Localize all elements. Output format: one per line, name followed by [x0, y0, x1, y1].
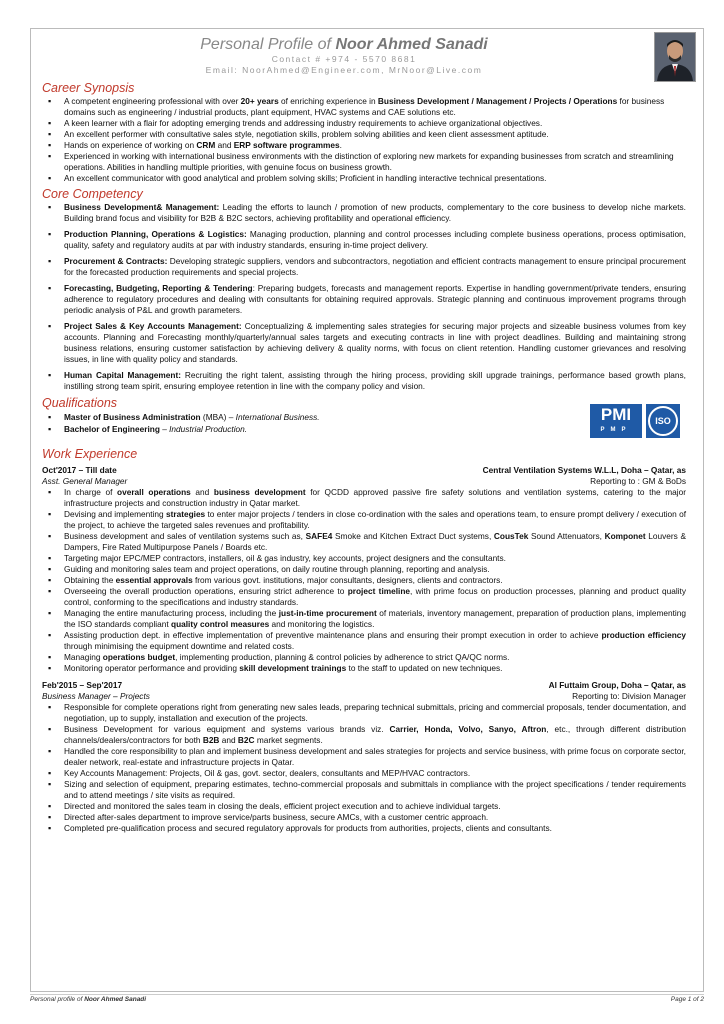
- list-item: ▪ Devising and implementing strategies to enter major projects / tenders in close co-ordination with the sales and operations team, to ensure prompt delivery / execution of the project, to achieve the targeted sales revenues and profitability.: [42, 509, 686, 531]
- job-reporting: Reporting to : GM & BoDs: [590, 476, 686, 486]
- section-heading-competency: Core Competency: [42, 187, 143, 201]
- career-list: [42, 96, 686, 184]
- list-item: ▪ Handled the core responsibility to plan and implement business development and sales strategies for projects and service business, with prime focus on corporate sector, dealer network, real-estate and infrastructure projects in Qatar.: [42, 746, 686, 768]
- list-item: ▪ Responsible for complete operations right from generating new sales leads, preparing technical submittals, pricing and commercial proposals, tender documentation, and negotiation, up to supply, installation and execution of the projects.: [42, 702, 686, 724]
- job-period: Oct'2017 – Till date: [42, 465, 117, 475]
- list-item: ▪ Guiding and monitoring sales team and project operations, on daily routine through planning, reporting and analysis.: [42, 564, 686, 575]
- list-item: ▪ Targeting major EPC/MEP contractors, installers, oil & gas industry, key accounts, project designers and the consultants.: [42, 553, 686, 564]
- job-reporting: Reporting to: Division Manager: [572, 691, 686, 701]
- list-item: ▪ Overseeing the overall production operations, ensuring strict adherence to project timeline, with prime focus on production processes, planning and product quality control, conforming to the specifications and industry standards.: [42, 586, 686, 608]
- list-item: ▪ Obtaining the essential approvals from various govt. institutions, major consultants, designers, clients and contractors.: [42, 575, 686, 586]
- list-item: ▪ Human Capital Management: Recruiting the right talent, assisting through the hiring process, providing skill upgrade trainings, performance based growth plans, instilling strong team spirit, ensuring employee retention in line with the company policy and vision.: [42, 370, 686, 392]
- list-item: ▪ Procurement & Contracts: Developing strategic suppliers, vendors and subcontractors, negotiation and efficient contracts management to ensure principal procurement for the forecasted production requirements and special projects.: [42, 256, 686, 278]
- list-item: ▪ Project Sales & Key Accounts Management: Conceptualizing & implementing sales strategies for securing major projects and sizeable business volumes from key accounts. Planning and Forecasting monthly/quarterly/annual sales targets and executing contracts in line with project deadlines. Building and maintaining strong business relations, ensuring customer satisfaction by achieving delivery & quality norms, with focus on client retention. Handling customer grievances and resolving issues, in line with quality policy and standards.: [42, 321, 686, 365]
- list-item: ▪ Sizing and selection of equipment, preparing estimates, techno-commercial proposals and submittals in compliance with the project specifications / tender requirements and to attend meetings / site visits as required.: [42, 779, 686, 801]
- certification-logos: [590, 404, 680, 438]
- profile-header: [40, 36, 648, 76]
- list-item: ▪ Directed after-sales department to improve service/parts business, secure AMCs, with a customer centric approach.: [42, 812, 686, 823]
- list-item: ▪ An excellent performer with consultative sales style, negotiation skills, problem solving abilities and keen client assessment aptitude.: [42, 129, 686, 140]
- list-item: ▪ Business development and sales of ventilation systems such as, SAFE4 Smoke and Kitchen Extract Duct systems, CousTek Sound Attenuators, Komponet Louvers & Dampers, Fire Rated Multipurpose Panels / Boards etc.: [42, 531, 686, 553]
- list-item: ▪ Assisting production dept. in effective implementation of preventive maintenance plans and ensuring their prompt execution in order to achieve production efficiency through minimising the equipment downtime and related costs.: [42, 630, 686, 652]
- footer-left: Personal profile of Noor Ahmed Sanadi: [30, 996, 147, 1003]
- pmp-logo: PMI PMP: [590, 404, 642, 438]
- list-item: ▪ Master of Business Administration (MBA) – International Business.: [42, 412, 686, 423]
- job-company: Central Ventilation Systems W.L.L, Doha – Qatar, as: [482, 465, 686, 475]
- section-heading-career: Career Synopsis: [42, 81, 135, 95]
- resume-content: [42, 80, 686, 834]
- page-footer: [30, 994, 704, 1003]
- section-heading-qualifications: Qualifications: [42, 396, 118, 410]
- job-responsibilities: [42, 702, 686, 834]
- list-item: ▪ An excellent communicator with good analytical and problem solving skills; Proficient in handling interactive technical presentations.: [42, 173, 686, 184]
- list-item: ▪ Experienced in working with international business environments with the distinction of exploring new markets for expanding businesses from scratch and streamlining operations. Abilities in handling multiple priorities, with genuine focus on business growth.: [42, 151, 686, 173]
- section-heading-work: Work Experience: [42, 447, 138, 461]
- list-item: ▪ Hands on experience of working on CRM and ERP software programmes.: [42, 140, 686, 151]
- list-item: ▪ Directed and monitored the sales team in closing the deals, efficient project execution and to achieve individual targets.: [42, 801, 686, 812]
- list-item: ▪ Forecasting, Budgeting, Reporting & Tendering: Preparing budgets, forecasts and management reports. Expertise in handling government/private tenders, ensuring adherence to regulatory procedures and dealing with consultants for obtaining required approvals. Strategic planning and continuous improvement programs through periodic analysis of P&L and growth parameters.: [42, 283, 686, 316]
- list-item: ▪ Business Development for various equipment and systems various brands viz. Carrier, Honda, Volvo, Sanyo, Aftron, etc., through different distribution channels/dealers/contractors for both B2B and B2C market segments.: [42, 724, 686, 746]
- page-number: Page 1 of 2: [670, 996, 704, 1003]
- job-entry-2: [42, 680, 686, 834]
- list-item: ▪ Completed pre-qualification process and secured regulatory approvals for products from authorities, projects, clients and consultants.: [42, 823, 686, 834]
- contact-number: Contact # +974 - 5570 8681: [271, 54, 417, 64]
- list-item: ▪ Business Development& Management: Leading the efforts to launch / promotion of new products, complementary to the core business to develop niche markets. Building brand focus and visibility for B2B & B2C sectors, achieving profitability and operational efficiency.: [42, 202, 686, 224]
- profile-title: Personal Profile of Noor Ahmed Sanadi: [200, 36, 488, 53]
- list-item: ▪ Key Accounts Management: Projects, Oil & gas, govt. sector, dealers, consultants and MEP/HVAC contractors.: [42, 768, 686, 779]
- contact-email: Email: NoorAhmed@Engineer.com, MrNoor@Live.com: [205, 65, 483, 75]
- job-responsibilities: [42, 487, 686, 674]
- list-item: ▪ In charge of overall operations and business development for QCDD approved passive fire safety solutions and ventilation systems, catering to the major infrastructure projects and construction industry in Qatar market.: [42, 487, 686, 509]
- profile-photo: [654, 32, 696, 82]
- list-item: ▪ Production Planning, Operations & Logistics: Managing production, planning and control processes including complete business operations, process optimisation, quality, safety and regulatory audits at par with industry standards, ensuring in-time project delivery.: [42, 229, 686, 251]
- iso-logo: ISO: [646, 404, 680, 438]
- job-role: Asst. General Manager: [42, 476, 128, 486]
- profile-name: Noor Ahmed Sanadi: [335, 36, 488, 53]
- list-item: ▪ A competent engineering professional with over 20+ years of enriching experience in Business Development / Management / Projects / Operations for business domains such as engineering / industrial products, plant equipment, HVAC systems and CAE solutions etc.: [42, 96, 686, 118]
- job-role: Business Manager – Projects: [42, 691, 150, 701]
- qualifications-row: [42, 405, 686, 446]
- list-item: ▪ A keen learner with a flair for adopting emerging trends and addressing industry requirements to achieve organizational objectives.: [42, 118, 686, 129]
- list-item: ▪ Managing operations budget, implementing production, planning & control policies by adherence to strict QA/QC norms.: [42, 652, 686, 663]
- job-company: Al Futtaim Group, Doha – Qatar, as: [548, 680, 686, 690]
- list-item: ▪ Bachelor of Engineering – Industrial Production.: [42, 424, 686, 435]
- job-period: Feb'2015 – Sep'2017: [42, 680, 123, 690]
- list-item: ▪ Managing the entire manufacturing process, including the just-in-time procurement of materials, inventory management, preparation of production plans, implementing the ISO standards compliant quality control measures and monitoring the logistics.: [42, 608, 686, 630]
- job-entry-1: [42, 465, 686, 674]
- list-item: ▪ Monitoring operator performance and providing skill development trainings to the staff to updated on new techniques.: [42, 663, 686, 674]
- competency-list: [42, 202, 686, 392]
